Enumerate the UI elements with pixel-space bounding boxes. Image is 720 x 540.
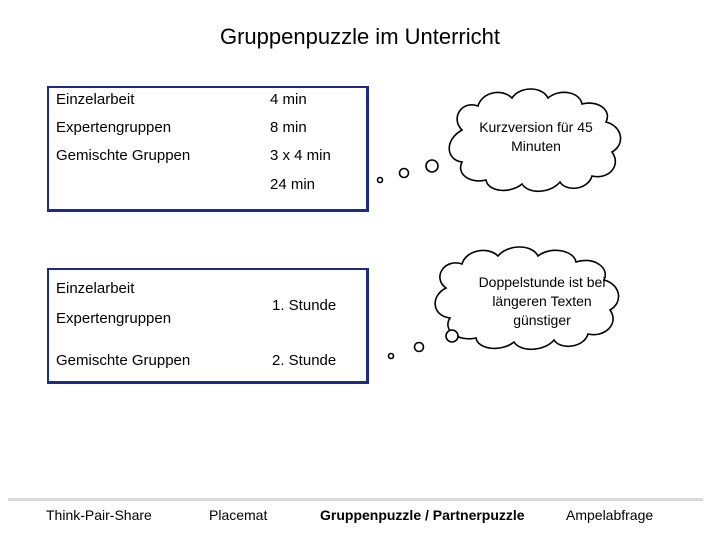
- row-label-einzelarbeit: Einzelarbeit: [56, 91, 135, 108]
- footer-divider: [8, 498, 703, 501]
- row-label-gemischte-gruppen: Gemischte Gruppen: [56, 147, 191, 164]
- thought-dot-1a: [426, 160, 438, 172]
- phase-label-einzelarbeit: Einzelarbeit: [56, 280, 135, 297]
- phase-label-expertengruppen: Expertengruppen: [56, 310, 172, 327]
- row-time-expertengruppen: 8 min: [270, 119, 307, 136]
- bubble-text-double-lesson: Doppelstunde ist bei längeren Texten günstiger: [478, 274, 606, 328]
- footer-link-placemat[interactable]: Placemat: [209, 507, 268, 523]
- session-second: 2. Stunde: [272, 352, 337, 369]
- slide-title: Gruppenpuzzle im Unterricht: [219, 24, 500, 49]
- thought-dot-2c: [389, 354, 394, 359]
- footer-link-gruppenpuzzle[interactable]: Gruppenpuzzle / Partnerpuzzle: [320, 507, 525, 523]
- footer-link-ampelabfrage[interactable]: Ampelabfrage: [566, 507, 654, 523]
- row-time-gemischte-gruppen: 3 x 4 min: [270, 147, 331, 164]
- row-time-einzelarbeit: 4 min: [270, 91, 307, 108]
- thought-dot-2b: [415, 343, 424, 352]
- footer-link-think-pair-share[interactable]: Think-Pair-Share: [46, 507, 152, 523]
- session-first: 1. Stunde: [272, 297, 337, 314]
- thought-dot-2a: [446, 330, 458, 342]
- row-label-expertengruppen: Expertengruppen: [56, 119, 172, 136]
- total-time: 24 min: [270, 176, 316, 193]
- bubble-text-short-version: Kurzversion für 45 Minuten: [479, 119, 593, 154]
- phase-label-gemischte-gruppen: Gemischte Gruppen: [56, 352, 191, 369]
- thought-dot-1b: [400, 169, 409, 178]
- thought-dot-1c: [378, 178, 383, 183]
